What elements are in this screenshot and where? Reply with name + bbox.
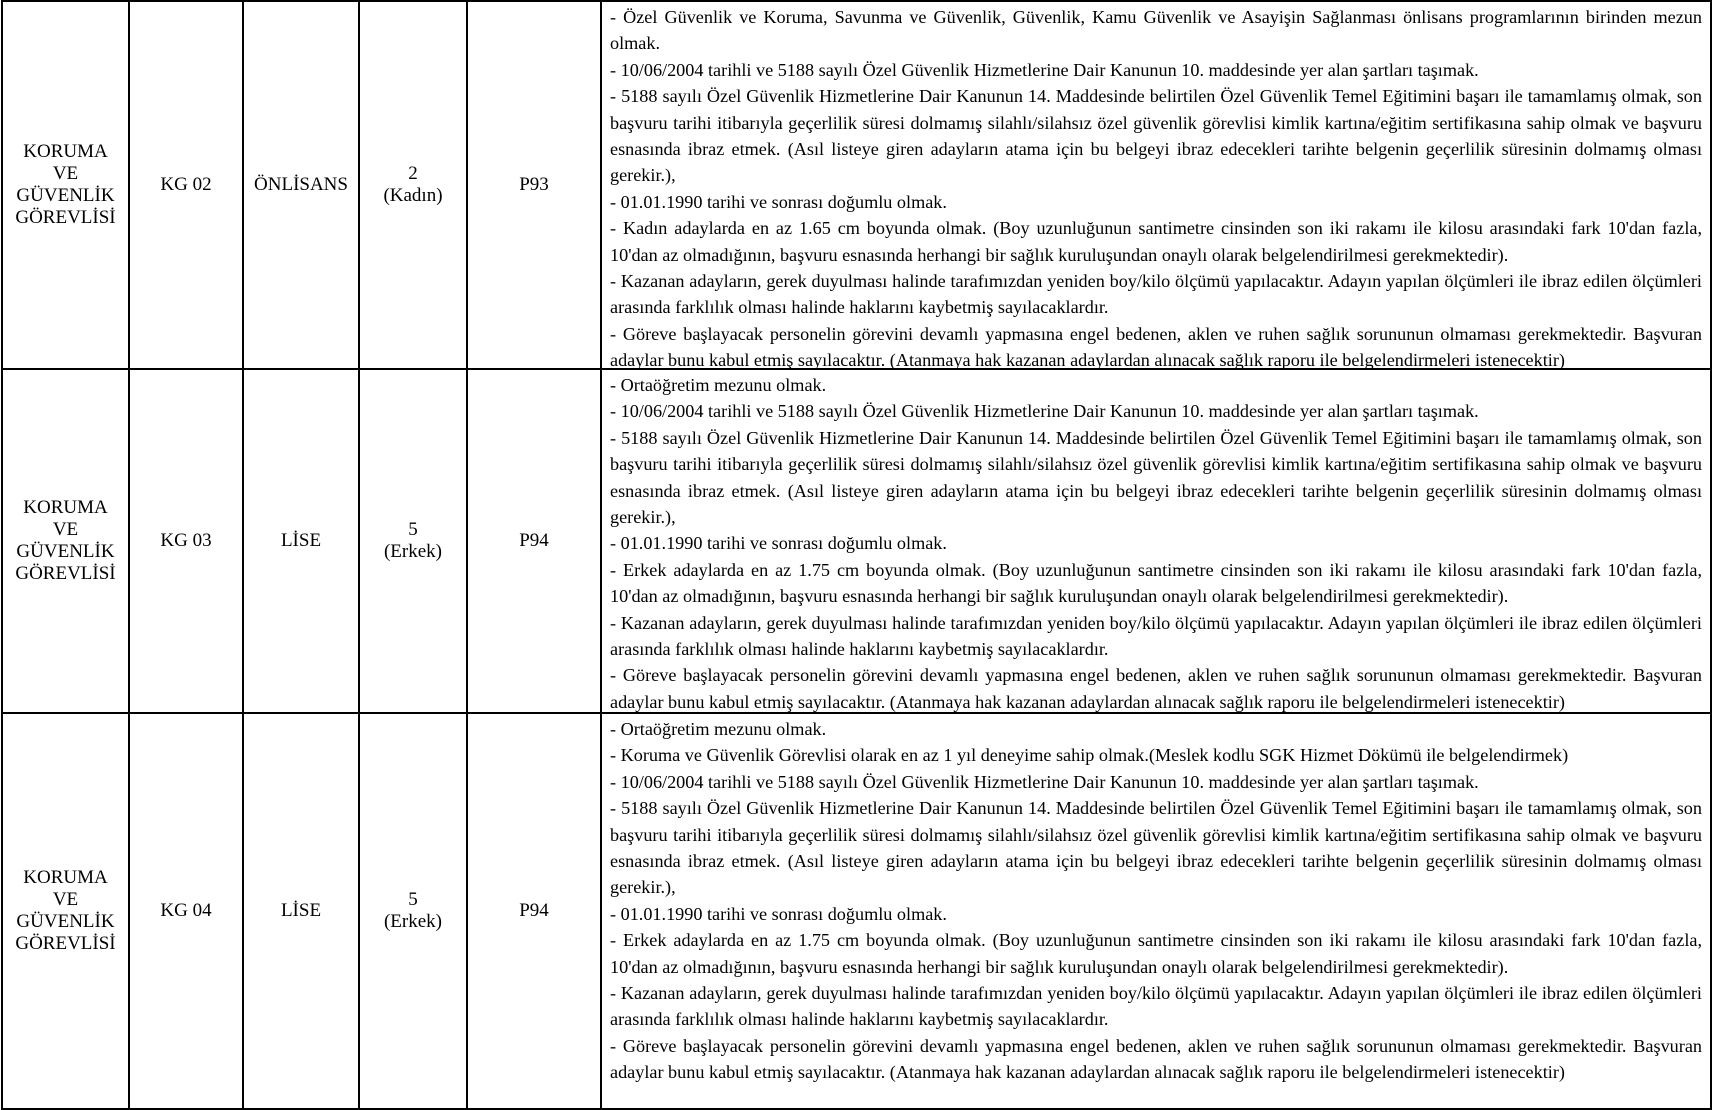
requirement-item: - Kadın adaylarda en az 1.65 cm boyunda olmak. (Boy uzunluğunun santimetre cinsinden son iki rakamı ile kilosu arasındaki fark 10'dan fazla, 10'dan az olmadığının, başvuru esnasında herhangi bir sağlık kuruluşundan onaylı olarak belgelendirilmesi gerekmektedir). xyxy=(610,218,1702,265)
position-code-cell xyxy=(130,2,244,368)
requirements-cell xyxy=(602,370,1710,712)
position-title xyxy=(15,867,115,955)
kpss-score-type: P93 xyxy=(519,174,549,195)
position-title-line: KORUMA xyxy=(23,141,108,162)
position-title-line: GÜVENLİK xyxy=(16,541,115,562)
position-code: KG 04 xyxy=(160,900,212,921)
position-code-cell xyxy=(130,714,244,1108)
requirement-item: - Erkek adaylarda en az 1.75 cm boyunda olmak. (Boy uzunluğunun santimetre cinsinden son iki rakamı ile kilosu arasındaki fark 10'dan fazla, 10'dan az olmadığının, başvuru esnasında herhangi bir sağlık kuruluşundan onaylı olarak belgelendirilmesi gerekmektedir). xyxy=(610,559,1702,607)
education-level-cell xyxy=(244,714,360,1108)
education-level: ÖNLİSANS xyxy=(254,174,348,195)
requirement-item: - 01.01.1990 tarihi ve sonrası doğumlu olmak. xyxy=(610,903,947,924)
count-number: 2 xyxy=(408,163,418,184)
position-count xyxy=(383,163,442,207)
position-title-cell xyxy=(3,370,130,712)
position-title-line: KORUMA xyxy=(23,867,108,888)
position-count-cell xyxy=(360,714,468,1108)
requirement-item: - Göreve başlayacak personelin görevini devamlı yapmasına engel bedenen, aklen ve ruhen sağlık sorununun olmaması gerekmektedir. Başvuran adaylar bunu kabul etmiş sayılacaktır. (Atanmaya hak kazanan adaylardan alınacak sağlık raporu ile belgelendirmeleri istenecektir) xyxy=(610,1035,1702,1083)
requirement-item: - Kazanan adayların, gerek duyulması halinde tarafımızdan yeniden boy/kilo ölçümü yapılacaktır. Adayın yapılan ölçümleri ile ibraz edilen ölçümleri arasında farklılık olması halinde haklarını kaybetmiş sayılacaklardır. xyxy=(610,612,1702,660)
position-title-cell xyxy=(3,2,130,368)
count-number: 5 xyxy=(408,889,418,910)
position-code-cell xyxy=(130,370,244,712)
count-gender: (Kadın) xyxy=(383,185,443,206)
table-row xyxy=(1,370,1712,714)
requirement-item: - Göreve başlayacak personelin görevini devamlı yapmasına engel bedenen, aklen ve ruhen sağlık sorununun olmaması gerekmektedir. Başvuran adaylar bunu kabul etmiş sayılacaktır. (Atanmaya hak kazanan adaylardan alınacak sağlık raporu ile belgelendirmeleri istenecektir) xyxy=(610,665,1702,712)
requirement-item: - Göreve başlayacak personelin görevini devamlı yapmasına engel bedenen, aklen ve ruhen sağlık sorununun olmaması gerekmektedir. Başvuran adaylar bunu kabul etmiş sayılacaktır. (Atanmaya hak kazanan adaylardan alınacak sağlık raporu ile belgelendirmeleri istenecektir) xyxy=(610,323,1702,371)
requirement-item: - 5188 sayılı Özel Güvenlik Hizmetlerine Dair Kanunun 14. Maddesinde belirtilen Özel Güvenlik Temel Eğitimini başarı ile tamamlamış olmak, son başvuru tarihi itibarıyla geçerlilik süresi dolmamış silahlı/silahsız özel güvenlik görevlisi kimlik kartına/eğitim sertifikasına sahip olmak ve başvuru esnasında ibraz etmek. (Asıl listeye giren adayların atama için bu belgeyi ibraz edecekleri tarihte belgenin geçerlilik süresinin dolmamış olması gerekir.), xyxy=(610,86,1702,186)
position-count-cell xyxy=(360,2,468,368)
position-title xyxy=(15,497,115,585)
position-title-line: GÜVENLİK xyxy=(16,911,115,932)
kpss-score-type-cell xyxy=(468,370,602,712)
requirement-item: - 10/06/2004 tarihli ve 5188 sayılı Özel Güvenlik Hizmetlerine Dair Kanunun 10. maddesinde yer alan şartları taşımak. xyxy=(610,59,1479,80)
position-title-line: VE xyxy=(52,889,79,910)
table-row xyxy=(1,714,1712,1110)
count-number: 5 xyxy=(408,519,418,540)
position-title-line: GÖREVLİSİ xyxy=(15,563,116,584)
position-title-line: VE xyxy=(52,519,79,540)
education-level: LİSE xyxy=(280,530,322,551)
position-code: KG 03 xyxy=(160,530,212,551)
requirement-item: - 5188 sayılı Özel Güvenlik Hizmetlerine Dair Kanunun 14. Maddesinde belirtilen Özel Güvenlik Temel Eğitimini başarı ile tamamlamış olmak, son başvuru tarihi itibarıyla geçerlilik süresi dolmamış silahlı/silahsız özel güvenlik görevlisi kimlik kartına/eğitim sertifikasına sahip olmak ve başvuru esnasında ibraz etmek. (Asıl listeye giren adayların atama için bu belgeyi ibraz edecekleri tarihte belgenin geçerlilik süresinin dolmamış olması gerekir.), xyxy=(610,798,1702,898)
requirement-item: - Kazanan adayların, gerek duyulması halinde tarafımızdan yeniden boy/kilo ölçümü yapılacaktır. Adayın yapılan ölçümleri ile ibraz edilen ölçümleri arasında farklılık olması halinde haklarını kaybetmiş sayılacaklardır. xyxy=(610,271,1702,318)
requirement-item: - 5188 sayılı Özel Güvenlik Hizmetlerine Dair Kanunun 14. Maddesinde belirtilen Özel Güvenlik Temel Eğitimini başarı ile tamamlamış olmak, son başvuru tarihi itibarıyla geçerlilik süresi dolmamış silahlı/silahsız özel güvenlik görevlisi kimlik kartına/eğitim sertifikasına sahip olmak ve başvuru esnasında ibraz etmek. (Asıl listeye giren adayların atama için bu belgeyi ibraz edecekleri tarihte belgenin geçerlilik süresinin dolmamış olması gerekir.), xyxy=(610,427,1702,528)
count-gender: (Erkek) xyxy=(383,911,443,932)
kpss-score-type: P94 xyxy=(519,530,549,551)
table-row xyxy=(1,0,1712,370)
position-count-cell xyxy=(360,370,468,712)
education-level-cell xyxy=(244,370,360,712)
requirement-item: - 01.01.1990 tarihi ve sonrası doğumlu olmak. xyxy=(610,533,947,554)
position-count xyxy=(384,519,442,563)
requirements-cell xyxy=(602,714,1710,1108)
requirement-item: - 01.01.1990 tarihi ve sonrası doğumlu olmak. xyxy=(610,191,947,212)
kpss-score-type-cell xyxy=(468,714,602,1108)
requirement-item: - Ortaöğretim mezunu olmak. xyxy=(610,375,827,395)
education-level: LİSE xyxy=(280,900,322,921)
position-title xyxy=(15,141,115,229)
position-title-line: GÖREVLİSİ xyxy=(15,207,116,228)
position-count xyxy=(384,889,442,933)
position-code: KG 02 xyxy=(160,174,212,195)
requirement-item: - Koruma ve Güvenlik Görevlisi olarak en az 1 yıl deneyime sahip olmak.(Meslek kodlu SGK Hizmet Dökümü ile belgelendirmek) xyxy=(610,745,1569,766)
position-title-line: VE xyxy=(52,163,79,184)
requirement-item: - Erkek adaylarda en az 1.75 cm boyunda olmak. (Boy uzunluğunun santimetre cinsinden son iki rakamı ile kilosu arasındaki fark 10'dan fazla, 10'dan az olmadığının, başvuru esnasında herhangi bir sağlık kuruluşundan onaylı olarak belgelendirilmesi gerekmektedir). xyxy=(610,930,1702,977)
requirements-cell xyxy=(602,2,1710,371)
count-gender: (Erkek) xyxy=(383,541,443,562)
position-title-cell xyxy=(3,714,130,1108)
position-title-line: GÖREVLİSİ xyxy=(15,933,116,954)
kpss-score-type: P94 xyxy=(519,900,549,921)
position-title-line: KORUMA xyxy=(23,497,108,518)
requirement-item: - Kazanan adayların, gerek duyulması halinde tarafımızdan yeniden boy/kilo ölçümü yapılacaktır. Adayın yapılan ölçümleri ile ibraz edilen ölçümleri arasında farklılık olması halinde haklarını kaybetmiş sayılacaklardır. xyxy=(610,983,1702,1030)
kpss-score-type-cell xyxy=(468,2,602,368)
requirement-item: - Özel Güvenlik ve Koruma, Savunma ve Güvenlik, Güvenlik, Kamu Güvenlik ve Asayişin Sağlanması önlisans programlarının birinden mezun olmak. xyxy=(610,7,1702,54)
requirement-item: - 10/06/2004 tarihli ve 5188 sayılı Özel Güvenlik Hizmetlerine Dair Kanunun 10. maddesinde yer alan şartları taşımak. xyxy=(610,771,1479,792)
requirement-item: - 10/06/2004 tarihli ve 5188 sayılı Özel Güvenlik Hizmetlerine Dair Kanunun 10. maddesinde yer alan şartları taşımak. xyxy=(610,401,1479,422)
requirement-item: - Ortaöğretim mezunu olmak. xyxy=(610,719,827,739)
position-title-line: GÜVENLİK xyxy=(16,185,115,206)
education-level-cell xyxy=(244,2,360,368)
